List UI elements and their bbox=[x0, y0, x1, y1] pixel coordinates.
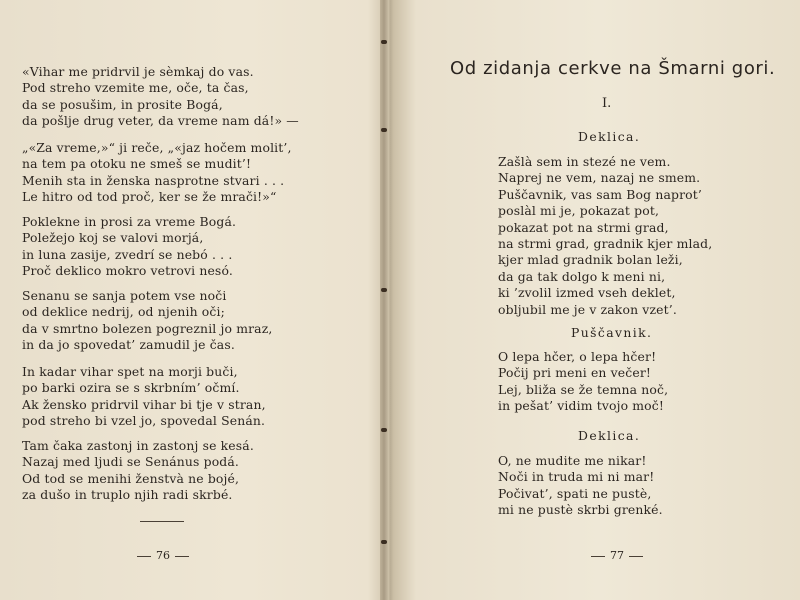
verse-line: Menih sta in ženska nasprotne stvari . . . bbox=[22, 172, 285, 188]
binding-stitch bbox=[381, 428, 387, 432]
verse-line: Ak žensko pridrvil vihar bi tje v stran, bbox=[22, 396, 266, 412]
dash-divider bbox=[591, 556, 605, 557]
verse-line: Lej, bliža se že temna noč, bbox=[498, 381, 669, 397]
verse-line: da pošlje drug veter, da vreme nam dá!» — bbox=[22, 113, 299, 129]
verse-line: od deklice nedrij, od njenih oči; bbox=[22, 304, 225, 320]
verse-line: Od tod se menihi ženstvà ne bojé, bbox=[22, 470, 240, 486]
verse-line: „«Za vreme,»“ ji reče, „«jaz hočem molit’, bbox=[22, 140, 292, 155]
stanza bbox=[22, 140, 292, 206]
verse-line: Senanu se sanja potem vse noči bbox=[22, 288, 227, 303]
verse-line: na strmi grad, gradnik kjer mlad, bbox=[498, 236, 713, 252]
verse-line: mi ne pustè skrbi grenké. bbox=[498, 502, 663, 518]
verse-line: Noči in truda mi ni mar! bbox=[498, 469, 655, 485]
verse-line: «Vihar me pridrvil je sèmkaj do vas. bbox=[22, 64, 254, 79]
verse-line: Počivat’, spati ne pustè, bbox=[498, 485, 652, 501]
end-rule bbox=[140, 521, 184, 522]
stanza bbox=[22, 364, 266, 430]
stanza bbox=[498, 154, 712, 318]
dash-divider bbox=[629, 556, 643, 557]
verse-line: Tam čaka zastonj in zastonj se kesá. bbox=[22, 438, 254, 453]
verse-line: Naprej ne vem, nazaj ne smem. bbox=[498, 170, 701, 186]
stanza bbox=[498, 349, 668, 415]
speaker-label: Deklica. bbox=[578, 428, 641, 443]
page-number bbox=[132, 549, 194, 562]
verse-line: pod streho bi vzel jo, spovedal Senán. bbox=[22, 413, 266, 429]
binding-stitch bbox=[381, 288, 387, 292]
verse-line: in pešat’ vidim tvojo moč! bbox=[498, 398, 665, 414]
verse-line: obljubil me je v zakon vzet’. bbox=[498, 301, 677, 317]
verse-line: O lepa hčer, o lepa hčer! bbox=[498, 349, 657, 364]
page-number bbox=[586, 549, 648, 562]
verse-line: Proč deklico mokro vetrovi nesó. bbox=[22, 263, 233, 279]
binding-stitch bbox=[381, 540, 387, 544]
left-page bbox=[0, 0, 380, 600]
verse-line: po barki ozira se s skrbním’ očmí. bbox=[22, 380, 240, 396]
verse-line: da v smrtno bolezen pogreznil jo mraz, bbox=[22, 320, 273, 336]
verse-line: da se posušim, in prosite Bogá, bbox=[22, 96, 223, 112]
verse-line: in da jo spovedat’ zamudil je čas. bbox=[22, 337, 235, 353]
stanza bbox=[22, 438, 254, 504]
verse-line: na tem pa otoku ne smeš se mudit’! bbox=[22, 156, 252, 172]
verse-line: Puščavnik, vas sam Bog naprot’ bbox=[498, 186, 702, 202]
verse-line: Nazaj med ljudi se Senánus podá. bbox=[22, 454, 240, 470]
stanza bbox=[498, 453, 663, 519]
binding-stitch bbox=[381, 128, 387, 132]
verse-line: In kadar vihar spet na morji buči, bbox=[22, 364, 238, 379]
dash-divider bbox=[137, 556, 151, 557]
right-page bbox=[388, 0, 800, 600]
verse-line: Zašlà sem in stezé ne vem. bbox=[498, 154, 671, 169]
page-number-text: 76 bbox=[156, 549, 170, 562]
verse-line: pokazat pot na strmi grad, bbox=[498, 219, 669, 235]
page-number-text: 77 bbox=[610, 549, 624, 562]
verse-line: poslàl mi je, pokazat pot, bbox=[498, 203, 660, 219]
verse-line: Le hitro od tod proč, ker se že mrači!»“ bbox=[22, 189, 277, 205]
poem-title: Od zidanja cerkve na Šmarni gori. bbox=[450, 58, 776, 79]
verse-line: O, ne mudite me nikar! bbox=[498, 453, 647, 468]
part-number: I. bbox=[602, 96, 612, 111]
verse-line: Poležejo koj se valovi morjá, bbox=[22, 230, 204, 246]
dash-divider bbox=[175, 556, 189, 557]
verse-line: da ga tak dolgo k meni ni, bbox=[498, 268, 666, 284]
speaker-label: Deklica. bbox=[578, 129, 641, 144]
speaker-label: Puščavnik. bbox=[571, 325, 653, 340]
binding-stitch bbox=[381, 40, 387, 44]
stanza bbox=[22, 288, 272, 354]
verse-line: kjer mlad gradnik bolan leži, bbox=[498, 252, 683, 268]
verse-line: za dušo in truplo njih radi skrbé. bbox=[22, 487, 233, 503]
verse-line: in luna zasije, zvedrí se nebó . . . bbox=[22, 246, 233, 262]
verse-line: Poklekne in prosi za vreme Bogá. bbox=[22, 214, 237, 229]
stanza bbox=[22, 214, 236, 280]
stanza bbox=[22, 64, 299, 130]
verse-line: Počij pri meni en večer! bbox=[498, 365, 652, 381]
verse-line: Pod streho vzemite me, oče, ta čas, bbox=[22, 80, 249, 96]
book-gutter bbox=[380, 0, 388, 600]
verse-line: ki ’zvolil izmed vseh deklet, bbox=[498, 285, 676, 301]
